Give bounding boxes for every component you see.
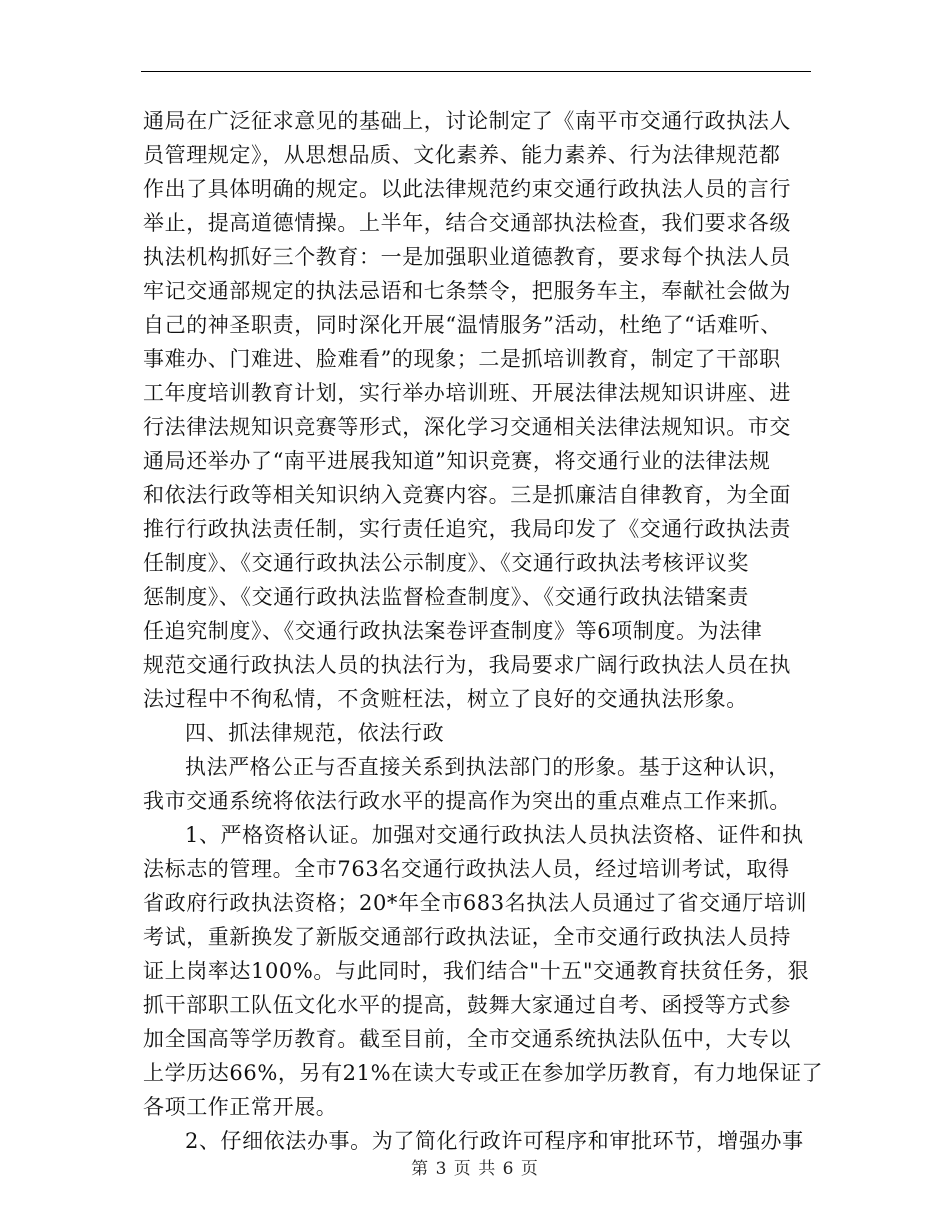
body-line: 证上岗率达100%。与此同时，我们结合"十五"交通教育扶贫任务，狠	[143, 959, 810, 983]
body-line: 加全国高等学历教育。截至目前，全市交通系统执法队伍中，大专以	[143, 1027, 791, 1051]
body-line: 通局还举办了“南平进展我知道”知识竞赛，将交通行业的法律法规	[143, 449, 771, 473]
body-line: 1、严格资格认证。加强对交通行政执法人员执法资格、证件和执	[185, 823, 804, 847]
body-line: 规范交通行政执法人员的执法行为，我局要求广阔行政执法人员在执	[143, 653, 791, 677]
body-line: 通局在广泛征求意见的基础上，讨论制定了《南平市交通行政执法人	[143, 109, 791, 133]
body-line: 考试，重新换发了新版交通部行政执法证，全市交通行政执法人员持	[143, 925, 791, 949]
body-line: 执法机构抓好三个教育：一是加强职业道德教育，要求每个执法人员	[143, 245, 791, 269]
body-line: 推行行政执法责任制，实行责任追究，我局印发了《交通行政执法责	[143, 517, 791, 541]
body-line: 任制度》、《交通行政执法公示制度》、《交通行政执法考核评议奖	[143, 551, 749, 575]
body-line: 和依法行政等相关知识纳入竞赛内容。三是抓廉洁自律教育，为全面	[143, 483, 791, 507]
page-number-footer: 第 3 页 共 6 页	[411, 1159, 539, 1179]
body-line: 作出了具体明确的规定。以此法律规范约束交通行政执法人员的言行	[143, 177, 791, 201]
body-line: 牢记交通部规定的执法忌语和七条禁令，把服务车主，奉献社会做为	[143, 279, 791, 303]
body-line: 各项工作正常开展。	[143, 1095, 338, 1119]
document-body	[143, 104, 823, 1158]
body-line: 工年度培训教育计划，实行举办培训班、开展法律法规知识讲座、进	[143, 381, 791, 405]
body-line: 法标志的管理。全市763名交通行政执法人员，经过培训考试，取得	[143, 857, 790, 881]
body-line: 省政府行政执法资格；20*年全市683名执法人员通过了省交通厅培训	[143, 891, 808, 915]
header-rule	[141, 71, 811, 72]
body-line: 自己的神圣职责，同时深化开展“温情服务”活动，杜绝了“话难听、	[143, 313, 782, 337]
body-line: 上学历达66%，另有21%在读大专或正在参加学历教育，有力地保证了	[143, 1061, 824, 1085]
body-line: 惩制度》、《交通行政执法监督检查制度》、《交通行政执法错案责	[143, 585, 749, 609]
body-line: 2、仔细依法办事。为了简化行政许可程序和审批环节，增强办事	[185, 1129, 804, 1153]
body-line: 法过程中不徇私情，不贪赃枉法，树立了良好的交通执法形象。	[143, 687, 748, 711]
body-line: 四、抓法律规范，依法行政	[185, 721, 445, 745]
body-line: 举止，提高道德情操。上半年，结合交通部执法检查，我们要求各级	[143, 211, 791, 235]
body-line: 我市交通系统将依法行政水平的提高作为突出的重点难点工作来抓。	[143, 789, 791, 813]
body-line: 行法律法规知识竞赛等形式，深化学习交通相关法律法规知识。市交	[143, 415, 791, 439]
body-line: 抓干部职工队伍文化水平的提高，鼓舞大家通过自考、函授等方式参	[143, 993, 791, 1017]
body-line: 任追究制度》、《交通行政执法案卷评查制度》等6项制度。为法律	[143, 619, 763, 643]
body-line: 员管理规定》，从思想品质、文化素养、能力素养、行为法律规范都	[143, 143, 781, 167]
body-line: 事难办、门难进、脸难看”的现象；二是抓培训教育，制定了干部职	[143, 347, 781, 371]
body-line: 执法严格公正与否直接关系到执法部门的形象。基于这种认识，	[185, 755, 790, 779]
